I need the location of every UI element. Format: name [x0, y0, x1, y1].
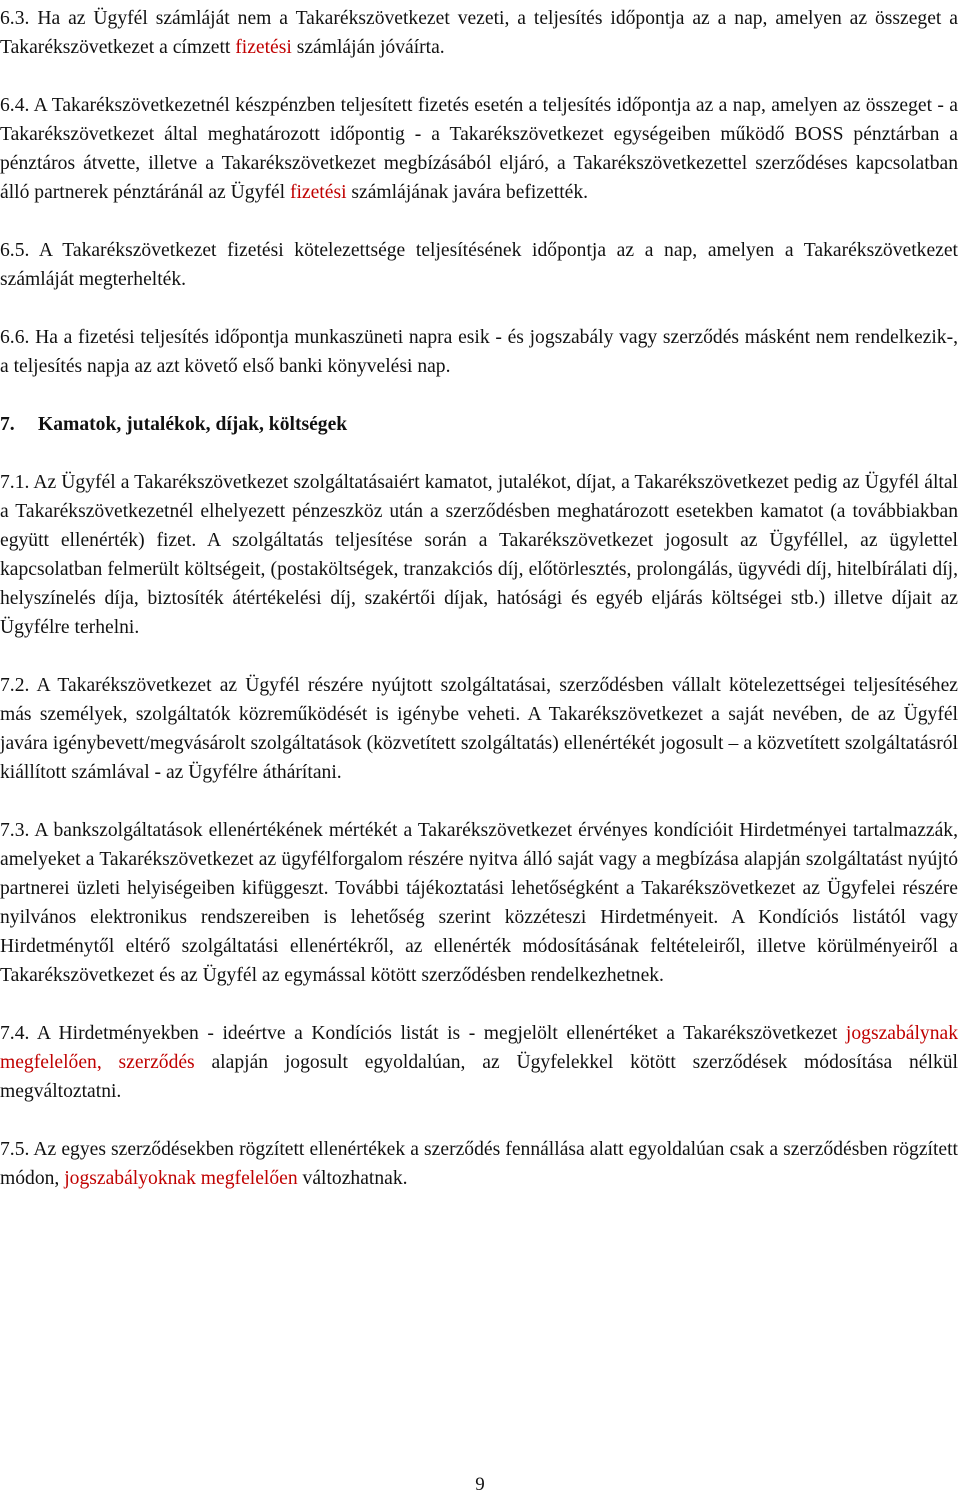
paragraph-7-2: 7.2. A Takarékszövetkezet az Ügyfél részére nyújtott szolgáltatásai, szerződésben vállalt kötelezettségei teljesítéséhez más személyek, szolgáltatók közreműködését is igénybe veheti. A Takarékszövetkezet a saját nevében, de az Ügyfél javára igénybevett/megvásárolt szolgáltatások (közvetített szolgáltatás) ellenértékét jogosult – a közvetített szolgáltatásról kiállított számlával - az Ügyfélre áthárítani. — [0, 675, 958, 783]
document-page — [0, 4, 958, 1193]
highlight-jogszabalyoknak: jogszabályoknak megfelelően — [64, 1168, 298, 1189]
highlight-fizetesi: fizetési — [235, 37, 292, 58]
paragraph-7-4-text: 7.4. A Hirdetményekben - ideértve a Kondíciós listát is - megjelölt ellenértéket a Takarékszövetkezet — [0, 1023, 846, 1044]
paragraph-7-1: 7.1. Az Ügyfél a Takarékszövetkezet szolgáltatásaiért kamatot, jutalékot, díjat, a Takarékszövetkezet pedig az Ügyfél által a Takarékszövetkezetnél elhelyezett pénzeszköz után a szerződésben meghatározott esetekben kamatot (a továbbiakban együtt ellenérték) fizet. A szolgáltatás teljesítése során a Takarékszövetkezet jogosult az Ügyféllel, az ügylettel kapcsolatban felmerült költségeit, (postaköltségek, tranzakciós díj, előtörlesztés, prolongálás, ügyvédi díj, hitelbírálati díj, helyszínelés díja, biztosíték átértékelési díj, szakértői díjak, hatósági és egyéb eljárás költségei stb.) illetve díjait az Ügyfélre terhelni. — [0, 472, 958, 638]
paragraph-6-4-text-end: számlájának javára befizették. — [346, 182, 589, 203]
paragraph-7-5-text-end: változhatnak. — [297, 1168, 408, 1189]
highlight-jogszabalynak: jogszabálynak megfelelően, szerződés — [0, 1023, 958, 1073]
paragraph-7-4 — [0, 1019, 958, 1106]
paragraph-6-4 — [0, 91, 958, 207]
paragraph-6-3-text-end: számláján jóváírta. — [291, 37, 445, 58]
paragraph-7-5-text: 7.5. Az egyes szerződésekben rögzített ellenértékek a szerződés fennállása alatt egyoldalúan csak a szerződésben rögzített módon, — [0, 1139, 958, 1189]
paragraph-6-5: 6.5. A Takarékszövetkezet fizetési kötelezettsége teljesítésének időpontja az a nap, amelyen a Takarékszövetkezet számláját megterhelték. — [0, 240, 958, 290]
paragraph-6-3 — [0, 4, 958, 62]
paragraph-7-5 — [0, 1135, 958, 1193]
highlight-fizetesi: fizetési — [289, 182, 347, 203]
section-title: Kamatok, jutalékok, díjak, költségek — [38, 414, 348, 435]
section-number: 7. — [0, 414, 15, 435]
page-number: 9 — [475, 1474, 485, 1495]
paragraph-7-3: 7.3. A bankszolgáltatások ellenértékének mértékét a Takarékszövetkezet érvényes kondícióit Hirdetményei tartalmazzák, amelyeket a Takarékszövetkezet az ügyfélforgalom részére nyitva álló saját vagy a megbízása alapján szolgáltatást nyújtó partnerei üzleti helyiségeiben kifüggeszt. További tájékoztatási lehetőségként a Takarékszövetkezet az Ügyfelei részére nyilvános elektronikus rendszereiben is lehetőség szerint közzéteszi Hirdetményeit. A Kondíciós listától vagy Hirdetménytől eltérő szolgáltatási ellenértékről, az ellenérték módosításának feltételeiről, illetve körülményeiről a Takarékszövetkezet és az Ügyfél az egymással kötött szerződésben rendelkezhetnek. — [0, 820, 958, 986]
paragraph-6-4-text: 6.4. A Takarékszövetkezetnél készpénzben teljesített fizetés esetén a teljesítés időpontja az a nap, amelyen az összeget - a Takarékszövetkezet által meghatározott időpontig - a Takarékszövetkezet egységeiben működő BOSS pénztárban a pénztáros átvette, illetve a Takarékszövetkezet megbízásából eljáró, a Takarékszövetkezettel szerződéses kapcsolatban álló partnerek pénztáránál az Ügyfél — [0, 95, 958, 203]
paragraph-7-4-text-end: alapján jogosult egyoldalúan, az Ügyfelekkel kötött szerződések módosítása nélkül megváltoztatni. — [0, 1052, 958, 1102]
section-heading-7 — [0, 410, 958, 439]
paragraph-6-3-text: 6.3. Ha az Ügyfél számláját nem a Takarékszövetkezet vezeti, a teljesítés időpontja az a nap, amelyen az összeget a Takarékszövetkezet a címzett — [0, 8, 958, 58]
paragraph-6-6: 6.6. Ha a fizetési teljesítés időpontja munkaszüneti napra esik - és jogszabály vagy szerződés másként nem rendelkezik-, a teljesítés napja az azt követő első banki könyvelési nap. — [0, 327, 958, 377]
